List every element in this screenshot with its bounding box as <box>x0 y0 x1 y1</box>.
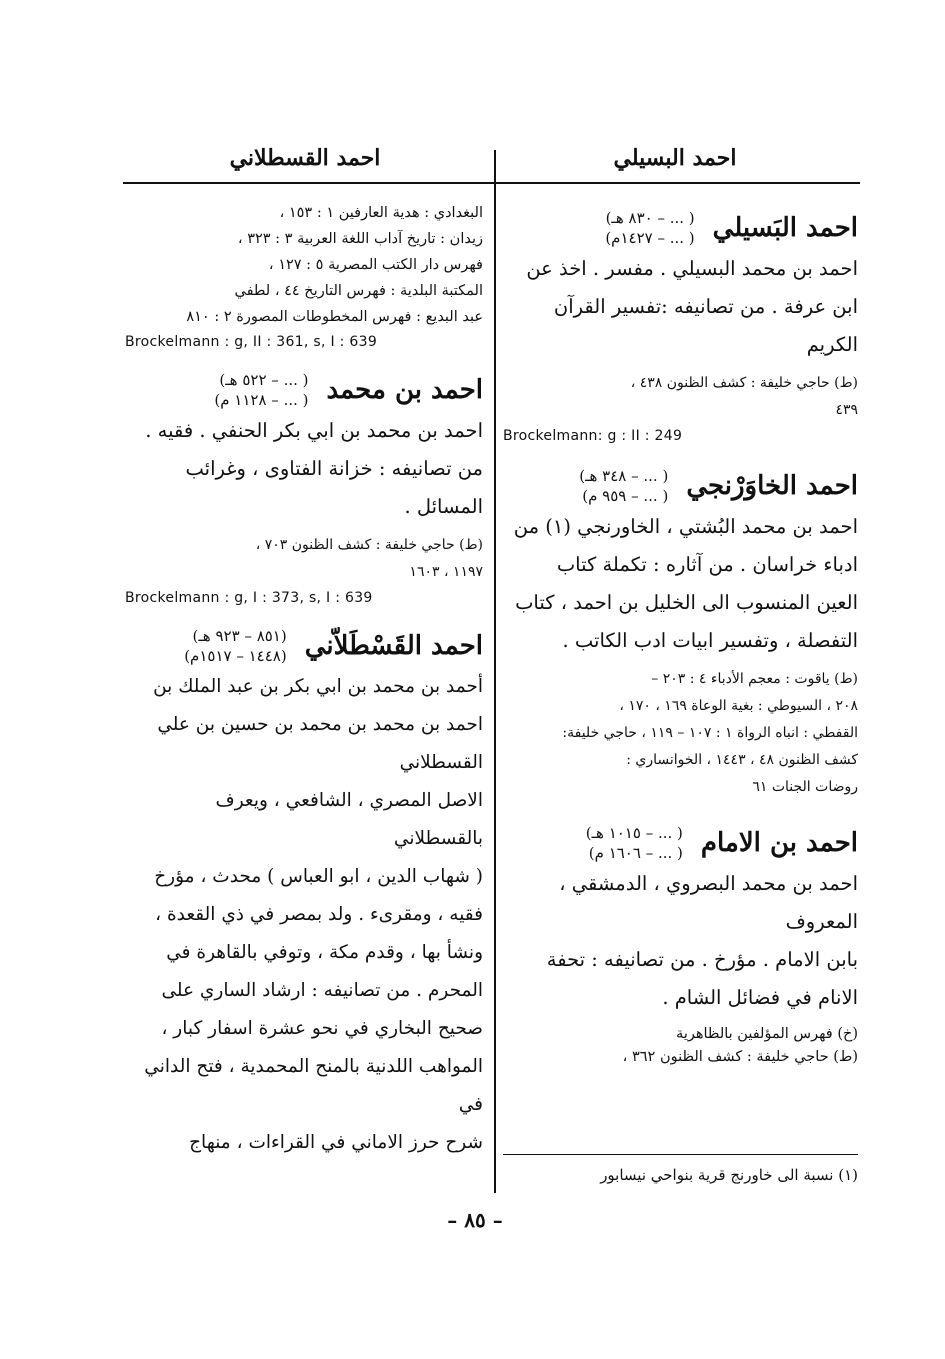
entry-basili <box>503 208 858 444</box>
body-line: احمد بن محمد البُشتي ، الخاورنجي (١) من <box>513 515 858 538</box>
gregorian-dates: ( ... – ٩٥٩ م) <box>582 487 669 505</box>
entry-heading <box>125 370 483 410</box>
ref-line: (ط) حاجي خليفة : كشف الظنون ٣٦٢ ، <box>622 1049 858 1065</box>
entry-body <box>125 668 483 1162</box>
ref-line: المكتبة البلدية : فهرس التاريخ ٤٤ ، لطفي <box>234 283 483 299</box>
body-line: ونشأ بها ، وقدم مكة ، وتوفي بالقاهرة في <box>166 942 483 963</box>
entry-references <box>125 532 483 586</box>
continued-references <box>125 200 483 330</box>
ref-line: فهرس دار الكتب المصرية ٥ : ١٢٧ ، <box>268 257 483 273</box>
entry-heading <box>503 823 858 863</box>
body-line: أحمد بن محمد بن ابي بكر بن عبد الملك بن <box>153 676 483 697</box>
ref-line: (خ) فهرس المؤلفين بالظاهرية <box>676 1026 858 1042</box>
entry-body <box>503 250 858 364</box>
right-column <box>503 200 858 1190</box>
body-line: فقيه ، ومقرىء . ولد بمصر في ذي القعدة ، <box>155 904 483 925</box>
body-line: العين المنسوب الى الخليل بن احمد ، كتاب <box>515 591 858 614</box>
ref-line: (ط) ياقوت : معجم الأدباء ٤ : ٢٠٣ – <box>651 671 858 687</box>
running-header-right: احمد البسيلي <box>613 145 737 171</box>
ref-line: البغدادي : هدية العارفين ١ : ١٥٣ ، <box>279 205 483 221</box>
ref-line: (ط) حاجي خليفة : كشف الظنون ٤٣٨ ، <box>630 375 858 391</box>
entry-qastallani <box>125 626 483 1162</box>
gregorian-dates: ( ... – ١١٢٨ م) <box>214 391 309 409</box>
body-line: ( شهاب الدين ، ابو العباس ) محدث ، مؤرخ <box>154 866 483 887</box>
entry-heading <box>125 626 483 666</box>
entry-references <box>503 666 858 801</box>
ref-line: ٢٠٨ ، السيوطي : بغية الوعاة ١٦٩ ، ١٧٠ ، <box>619 698 858 714</box>
body-line: احمد بن محمد البصروي ، الدمشقي ، المعروف <box>559 872 858 933</box>
entry-ibn-al-imam <box>503 823 858 1069</box>
ref-line: ١١٩٧ ، ١٦٠٣ <box>409 564 483 580</box>
entry-body <box>503 508 858 660</box>
body-line: الاصل المصري ، الشافعي ، ويعرف بالقسطلاني <box>215 790 483 849</box>
gregorian-dates: ( ... – ١٤٢٧م) <box>605 229 695 247</box>
entry-dates <box>214 370 308 410</box>
entry-dates <box>586 823 683 863</box>
column-divider <box>494 150 496 1193</box>
entry-references <box>503 370 858 424</box>
running-header-left: احمد القسطلاني <box>229 145 381 171</box>
entry-dates <box>184 626 287 666</box>
body-line: شرح حرز الاماني في القراءات ، منهاج <box>189 1132 483 1153</box>
body-line: احمد بن محمد بن محمد بن حسين بن علي القسطلاني <box>157 714 483 773</box>
entry-references <box>503 1023 858 1069</box>
entry-heading <box>503 208 858 248</box>
entry-heading <box>503 466 858 506</box>
brockelmann-ref: Brockelmann : g, II : 361, s, I : 639 <box>125 334 378 350</box>
ref-line: (ط) حاجي خليفة : كشف الظنون ٧٠٣ ، <box>255 537 483 553</box>
entry-name: احمد الخاوَرْنجي <box>686 471 858 501</box>
page-number: – ٨٥ – <box>447 1208 503 1232</box>
hijri-dates: ( ... – ٥٢٢ هـ) <box>219 371 309 389</box>
ref-line: عبد البديع : فهرس المخطوطات المصورة ٢ : ٨١٠ <box>186 309 483 325</box>
body-line: من تصانيفه : خزانة الفتاوى ، وغرائب <box>185 457 483 480</box>
entry-khawarnaji <box>503 466 858 801</box>
ref-line: كشف الظنون ٤٨ ، ١٤٤٣ ، الخوانساري : <box>626 752 858 768</box>
body-line: بابن الامام . مؤرخ . من تصانيفه : تحفة <box>546 948 858 971</box>
hijri-dates: ( ... – ٣٤٨ هـ) <box>579 467 669 485</box>
entry-dates <box>579 466 668 506</box>
body-line: ابن عرفة . من تصانيفه :تفسير القرآن الكريم <box>553 295 858 356</box>
ref-line: روضات الجنات ٦١ <box>752 779 858 795</box>
footnote-rule <box>503 1154 858 1155</box>
gregorian-dates: (١٤٤٨ – ١٥١٧م) <box>184 647 287 665</box>
hijri-dates: (٨٥١ – ٩٢٣ هـ) <box>192 627 287 645</box>
entry-body <box>125 412 483 526</box>
footnote: (١) نسبة الى خاورنج قرية بنواحي نيسابور <box>600 1166 858 1184</box>
body-line: الانام في فضائل الشام . <box>662 986 858 1009</box>
ref-line: القفطي : انباه الرواة ١ : ١٠٧ – ١١٩ ، حاجي خليفة: <box>562 725 858 741</box>
gregorian-dates: ( ... – ١٦٠٦ م) <box>588 844 683 862</box>
entry-name: احمد بن الامام <box>700 828 858 858</box>
body-line: صحيح البخاري في نحو عشرة اسفار كبار ، <box>161 1018 483 1039</box>
body-line: احمد بن محمد البسيلي . مفسر . اخذ عن <box>526 257 858 280</box>
entry-name: احمد البَسيلي <box>712 213 858 243</box>
brockelmann-ref: Brockelmann : g, I : 373, s, I : 639 <box>125 590 373 606</box>
body-line: المسائل . <box>404 495 483 518</box>
hijri-dates: ( ... – ٨٣٠ هـ) <box>605 209 695 227</box>
ref-line: ٤٣٩ <box>835 402 858 418</box>
body-line: المواهب اللدنية بالمنح المحمدية ، فتح الداني في <box>144 1056 483 1115</box>
entry-body <box>503 865 858 1017</box>
body-line: ادباء خراسان . من آثاره : تكملة كتاب <box>556 553 858 576</box>
entry-ahmad-ibn-muhammad <box>125 370 483 606</box>
header-rule <box>123 182 860 184</box>
entry-name: احمد بن محمد <box>326 375 483 405</box>
body-line: التفصلة ، وتفسير ابيات ادب الكاتب . <box>562 629 858 652</box>
body-line: احمد بن محمد بن ابي بكر الحنفي . فقيه . <box>145 419 483 442</box>
left-column <box>125 200 483 1190</box>
ref-line: زيدان : تاريخ آداب اللغة العربية ٣ : ٣٢٣ ، <box>237 231 483 247</box>
entry-name: احمد القَسْطَلاّني <box>304 631 483 661</box>
body-line: المحرم . من تصانيفه : ارشاد الساري على <box>161 980 483 1001</box>
entry-dates <box>605 208 694 248</box>
brockelmann-ref: Brockelmann: g : II : 249 <box>503 428 683 444</box>
hijri-dates: ( ... – ١٠١٥ هـ) <box>585 824 683 842</box>
